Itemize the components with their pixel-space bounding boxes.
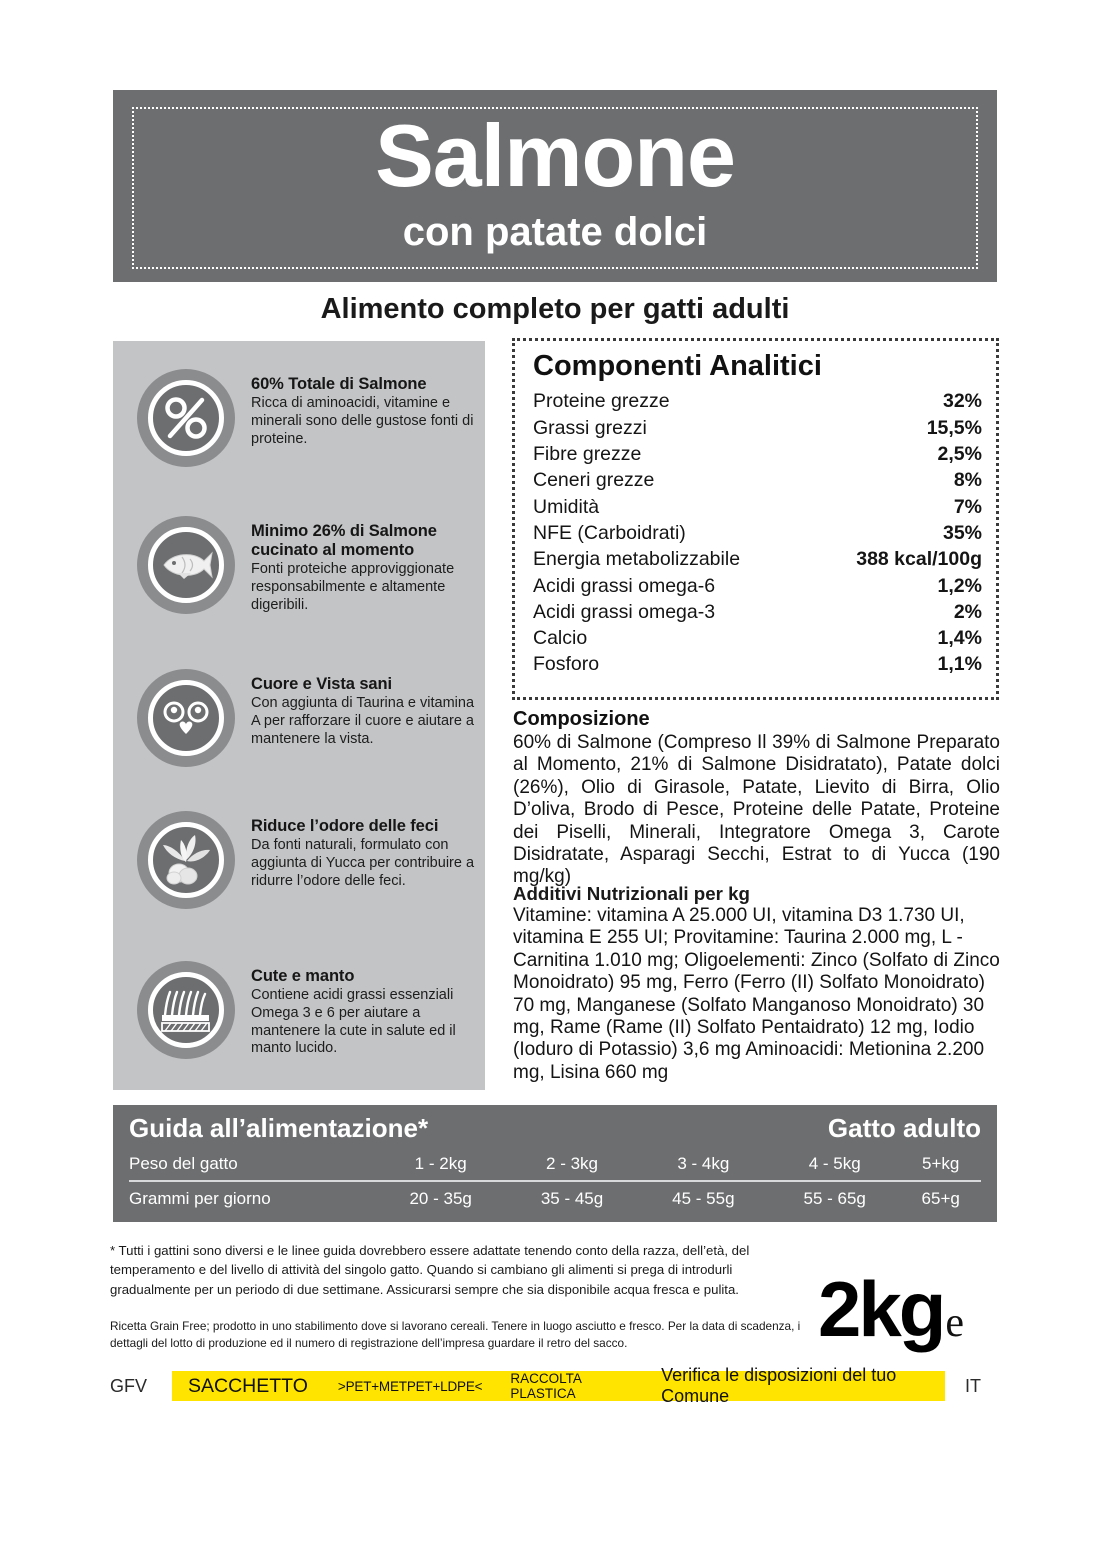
analytical-value: 15,5%: [926, 416, 982, 439]
footnote-secondary: Ricetta Grain Free; prodotto in uno stabilimento dove si lavorano cereali. Tenere in luogo asciutto e fresco. Per la data di scadenza, i dettagli del lotto di produzione ed il numero di registrazione dell’impresa guardare il retro del sacco.: [110, 1319, 801, 1350]
analytical-value: 1,4%: [937, 627, 982, 650]
feeding-guide-audience: Gatto adulto: [827, 1113, 981, 1143]
analytical-value: 388 kcal/100g: [856, 548, 982, 571]
estimate-mark-icon: e: [945, 1300, 965, 1346]
recycling-material: SACCHETTO: [188, 1374, 308, 1397]
analytical-value: 2%: [953, 600, 982, 623]
analytical-components-box: [512, 338, 999, 700]
feature-title: 60% Totale di Salmone: [251, 375, 427, 393]
analytical-label: NFE (Carboidrati): [533, 521, 686, 544]
composition-title: Composizione: [513, 708, 650, 730]
analytical-title: Componenti Analitici: [533, 350, 822, 382]
table-row: [533, 441, 982, 467]
recycling-gfv-label: GFV: [110, 1375, 148, 1396]
feeding-weight-cell: 2 - 3kg: [546, 1153, 598, 1173]
recycling-codes: >PET+METPET+LDPE<: [337, 1378, 483, 1394]
recycling-country-code: IT: [965, 1375, 981, 1396]
analytical-value: 7%: [953, 495, 982, 518]
footnote-primary: * Tutti i gattini sono diversi e le linee guida dovrebbero essere adattate tenendo conto della razza, dell’età, del temperamento e del livello di attività del singolo gatto. Quando si cambiano gli alimenti si prega di introdurli gradualmente per un periodo di due settimane. Assicurarsi sempre che sia disponibile acqua fresca e pulita.: [110, 1243, 750, 1297]
feature-title: Cute e manto: [251, 967, 355, 985]
cat-face-heart-icon: [137, 669, 235, 767]
feature-title: Cuore e Vista sani: [251, 675, 392, 693]
feature-item-heart-sight: [137, 669, 477, 767]
product-subtitle: con patate dolci: [402, 210, 708, 254]
feeding-weight-cell: 3 - 4kg: [677, 1153, 730, 1173]
table-row: [533, 651, 982, 677]
feeding-grams-cell: 55 - 65g: [769, 1181, 900, 1215]
feature-item-fresh-salmon: [137, 516, 477, 614]
analytical-value: 2,5%: [937, 443, 982, 466]
feeding-grams-cell: 65+g: [900, 1181, 981, 1215]
additives-body: Vitamine: vitamina A 25.000 UI, vitamina D3 1.730 UI, vitamina E 255 UI; Provitamine: Taurina 2.000 mg, L -Carnitina 1.010 mg; Oligoelementi: Zinco (Solfato di Zinco Monoidrato) 95 mg, Ferro (Ferro (II) Solfato Monoidrato) 70 mg, Manganese (Solfato Manganoso Monoidrato) 30 mg, Rame (Rame (II) Solfato Pentaidrato) 12 mg, Iodio (Ioduro di Potassio) 3,6 mg Aminoacidi: Metionina 2.200 mg, Lisina 660 mg: [513, 905, 1000, 1083]
additives-block: [513, 883, 1005, 1084]
feature-item-skin-coat: [137, 961, 477, 1059]
fur-coat-icon: [137, 961, 235, 1059]
analytical-value: 35%: [942, 521, 982, 544]
analytical-label: Acidi grassi omega-3: [533, 600, 716, 623]
analytical-label: Umidità: [533, 495, 600, 518]
page-title: Salmone: [375, 106, 735, 205]
table-row: [533, 599, 982, 625]
analytical-label: Grassi grezzi: [533, 416, 647, 439]
analytical-value: 8%: [953, 469, 982, 492]
feature-desc: Da fonti naturali, formulato con aggiunta di Yucca per contribuire a ridurre l’odore delle feci.: [251, 837, 475, 889]
recycling-stream: RACCOLTA PLASTICA: [510, 1371, 582, 1401]
analytical-label: Fosforo: [533, 653, 600, 676]
feature-desc: Contiene acidi grassi essenziali Omega 3 e 6 per aiutare a mantenere la cute in salute ed il manto lucido.: [251, 987, 456, 1057]
feeding-guide-table: [129, 1149, 981, 1215]
header-band: [113, 90, 997, 282]
net-weight: [818, 1265, 965, 1353]
table-row: [533, 546, 982, 572]
analytical-label: Ceneri grezze: [533, 469, 655, 492]
table-row: [129, 1181, 981, 1215]
table-row: [533, 625, 982, 651]
recycling-row: [110, 1365, 1010, 1406]
feeding-weight-cell: 4 - 5kg: [808, 1153, 861, 1173]
feeding-guide-header: [129, 1114, 981, 1143]
table-row: [533, 415, 982, 441]
analytical-label: Proteine grezze: [533, 390, 670, 413]
feature-item-total-salmon: [137, 369, 477, 467]
analytical-label: Acidi grassi omega-6: [533, 574, 716, 597]
recycling-bar: [172, 1365, 945, 1406]
feeding-guide: [113, 1105, 997, 1222]
percent-icon: [137, 369, 235, 467]
table-row: [533, 573, 982, 599]
analytical-value: 1,1%: [937, 653, 982, 676]
table-row: [129, 1149, 981, 1181]
analytical-value: 32%: [942, 390, 982, 413]
analytical-label: Fibre grezze: [533, 443, 642, 466]
feature-desc: Ricca di aminoacidi, vitamine e minerali sono delle gustose fonti di proteine.: [251, 395, 474, 447]
analytical-value: 1,2%: [937, 574, 982, 597]
feature-panel: [113, 341, 485, 1090]
table-row: [533, 388, 982, 414]
table-row: [533, 494, 982, 520]
feeding-guide-title: Guida all’alimentazione*: [129, 1113, 429, 1143]
additives-title: Additivi Nutrizionali per kg: [513, 883, 750, 904]
composition-block: [513, 707, 1000, 889]
tagline: Alimento completo per gatti adulti: [320, 293, 790, 325]
net-weight-amount: 2kg: [818, 1265, 944, 1353]
feature-item-odour-reduction: [137, 811, 477, 909]
analytical-rows: [533, 388, 982, 677]
recycling-instruction: Verifica le disposizioni del tuo Comune: [661, 1365, 897, 1406]
analytical-label: Energia metabolizzabile: [533, 548, 741, 571]
fish-icon: [137, 516, 235, 614]
feeding-weight-cell: 1 - 2kg: [414, 1153, 467, 1173]
feature-desc: Fonti proteiche approviggionate responsabilmente e altamente digeribili.: [251, 561, 455, 613]
feeding-grams-cell: 45 - 55g: [638, 1181, 769, 1215]
feeding-grams-cell: 35 - 45g: [506, 1181, 637, 1215]
table-row: [533, 520, 982, 546]
analytical-label: Calcio: [533, 627, 588, 650]
yucca-plant-icon: [137, 811, 235, 909]
composition-body: 60% di Salmone (Compreso Il 39% di Salmone Preparato al Momento, 21% di Salmone Disidratato), Patate dolci (26%), Olio di Girasole, Patate, Lievito di Birra, Olio D’oliva, Brodo di Pesce, Proteine delle Patate, Proteine dei Piselli, Minerali, Integratore Omega 3, Carote Disidratate, Asparagi Secchi, Estrat to di Yucca (190 mg/kg): [513, 732, 1000, 888]
table-row: [533, 467, 982, 493]
feature-title: Minimo 26% di Salmone cucinato al momento: [251, 522, 437, 560]
feature-desc: Con aggiunta di Taurina e vitamina A per rafforzare il cuore e aiutare a mantenere la vista.: [251, 695, 475, 747]
feeding-grams-label: Grammi per giorno: [129, 1181, 375, 1215]
feature-title: Riduce l’odore delle feci: [251, 817, 439, 835]
feeding-weight-label: Peso del gatto: [129, 1153, 238, 1173]
feeding-weight-cell: 5+kg: [922, 1153, 960, 1173]
feeding-grams-cell: 20 - 35g: [375, 1181, 506, 1215]
